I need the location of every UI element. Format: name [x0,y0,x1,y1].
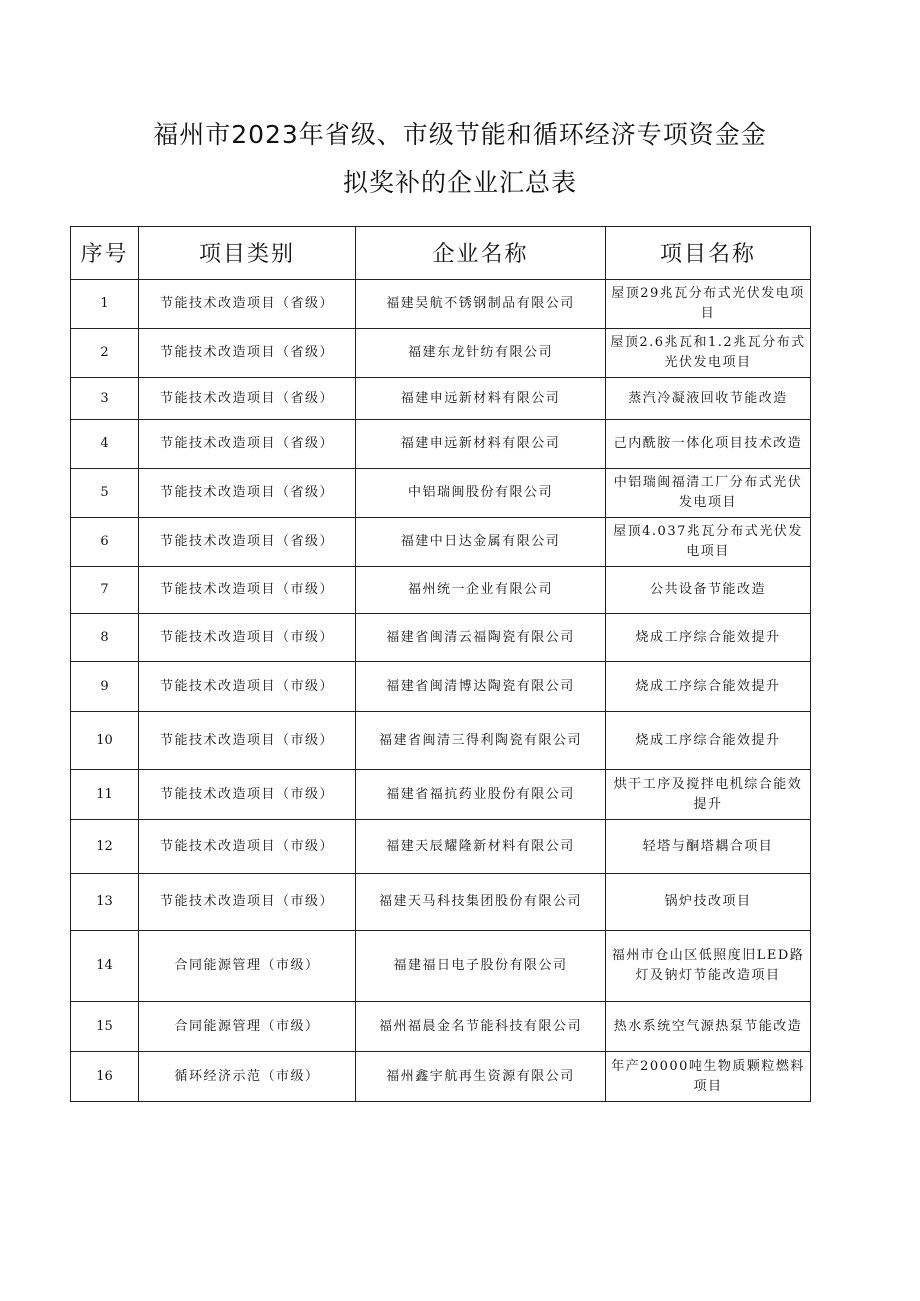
table-row [71,567,811,614]
cell-project: 屋顶4.037兆瓦分布式光伏发电项目 [606,518,811,567]
cell-company: 中铝瑞闽股份有限公司 [356,469,606,518]
cell-project: 公共设备节能改造 [606,567,811,614]
header-category: 项目类别 [139,227,356,280]
cell-company: 福州统一企业有限公司 [356,567,606,614]
table-row [71,931,811,1002]
cell-category: 节能技术改造项目（市级） [139,567,356,614]
cell-serial: 16 [71,1052,139,1102]
table-row [71,518,811,567]
cell-company: 福建天马科技集团股份有限公司 [356,874,606,931]
cell-project: 烧成工序综合能效提升 [606,614,811,662]
table-row [71,662,811,712]
cell-category: 节能技术改造项目（市级） [139,820,356,874]
cell-company: 福建省闽清博达陶瓷有限公司 [356,662,606,712]
cell-category: 节能技术改造项目（省级） [139,280,356,329]
cell-serial: 6 [71,518,139,567]
cell-category: 节能技术改造项目（省级） [139,469,356,518]
document-title-line2: 拟奖补的企业汇总表 [342,168,577,197]
summary-table [70,226,811,1102]
header-company: 企业名称 [356,227,606,280]
cell-serial: 12 [71,820,139,874]
table-row [71,614,811,662]
cell-company: 福建中日达金属有限公司 [356,518,606,567]
cell-serial: 5 [71,469,139,518]
header-project: 项目名称 [606,227,811,280]
cell-company: 福州福晨金名节能科技有限公司 [356,1002,606,1052]
cell-category: 节能技术改造项目（市级） [139,712,356,770]
cell-category: 节能技术改造项目（省级） [139,378,356,420]
cell-category: 合同能源管理（市级） [139,931,356,1002]
cell-company: 福建东龙针纺有限公司 [356,329,606,378]
cell-project: 烧成工序综合能效提升 [606,712,811,770]
cell-category: 循环经济示范（市级） [139,1052,356,1102]
cell-company: 福建吴航不锈钢制品有限公司 [356,280,606,329]
table-row [71,770,811,820]
table-row [71,820,811,874]
table-row [71,874,811,931]
cell-category: 节能技术改造项目（省级） [139,420,356,469]
cell-project: 年产20000吨生物质颗粒燃料项目 [606,1052,811,1102]
cell-company: 福建福日电子股份有限公司 [356,931,606,1002]
table-row [71,1002,811,1052]
document-title-line1: 福州市2023年省级、市级节能和循环经济专项资金金 [153,120,767,149]
cell-serial: 10 [71,712,139,770]
cell-company: 福建申远新材料有限公司 [356,378,606,420]
cell-project: 轻塔与酮塔耦合项目 [606,820,811,874]
cell-serial: 8 [71,614,139,662]
cell-project: 屋顶2.6兆瓦和1.2兆瓦分布式光伏发电项目 [606,329,811,378]
header-serial: 序号 [71,227,139,280]
cell-serial: 9 [71,662,139,712]
cell-project: 屋顶29兆瓦分布式光伏发电项目 [606,280,811,329]
cell-company: 福建天辰耀隆新材料有限公司 [356,820,606,874]
cell-project: 己内酰胺一体化项目技术改造 [606,420,811,469]
cell-company: 福建省福抗药业股份有限公司 [356,770,606,820]
cell-serial: 2 [71,329,139,378]
cell-company: 福建省闽清三得利陶瓷有限公司 [356,712,606,770]
cell-category: 节能技术改造项目（市级） [139,770,356,820]
cell-project: 福州市仓山区低照度旧LED路灯及钠灯节能改造项目 [606,931,811,1002]
table-row [71,378,811,420]
cell-serial: 4 [71,420,139,469]
cell-serial: 15 [71,1002,139,1052]
cell-serial: 11 [71,770,139,820]
cell-company: 福建申远新材料有限公司 [356,420,606,469]
cell-category: 节能技术改造项目（省级） [139,518,356,567]
cell-project: 蒸汽冷凝液回收节能改造 [606,378,811,420]
cell-serial: 7 [71,567,139,614]
cell-project: 烘干工序及搅拌电机综合能效提升 [606,770,811,820]
table-row [71,280,811,329]
cell-category: 节能技术改造项目（市级） [139,874,356,931]
cell-project: 锅炉技改项目 [606,874,811,931]
cell-project: 烧成工序综合能效提升 [606,662,811,712]
cell-category: 节能技术改造项目（市级） [139,614,356,662]
table-row [71,420,811,469]
cell-serial: 14 [71,931,139,1002]
cell-category: 节能技术改造项目（省级） [139,329,356,378]
table-row [71,329,811,378]
cell-project: 中铝瑞闽福清工厂分布式光伏发电项目 [606,469,811,518]
table-row [71,469,811,518]
cell-category: 合同能源管理（市级） [139,1002,356,1052]
cell-serial: 3 [71,378,139,420]
cell-company: 福州鑫宇航再生资源有限公司 [356,1052,606,1102]
cell-serial: 1 [71,280,139,329]
cell-project: 热水系统空气源热泵节能改造 [606,1002,811,1052]
cell-company: 福建省闽清云福陶瓷有限公司 [356,614,606,662]
table-header-row [71,227,811,280]
cell-category: 节能技术改造项目（市级） [139,662,356,712]
table-row [71,712,811,770]
cell-serial: 13 [71,874,139,931]
table-row [71,1052,811,1102]
